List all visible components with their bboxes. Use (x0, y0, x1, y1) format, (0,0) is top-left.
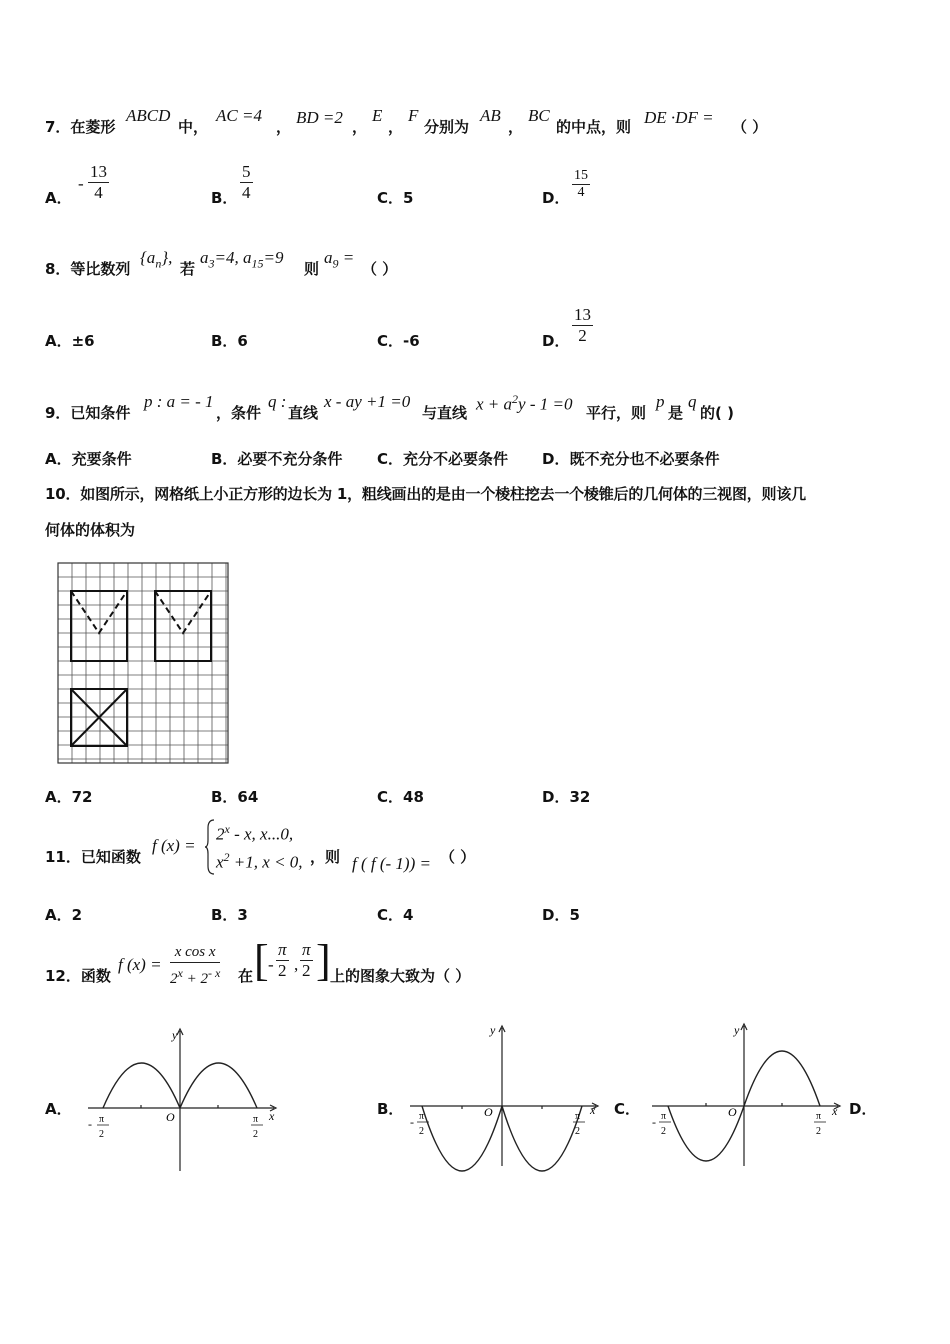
q12-right-bracket: ] (316, 936, 331, 985)
q12-graph-a (84, 1025, 280, 1175)
front-view-dashed-v (71, 591, 127, 633)
svg-text:x: x (832, 1104, 838, 1118)
q11-case-2: $x^2 +1$, x < 0, (216, 850, 303, 872)
pos-tick-pi: π (253, 1114, 259, 1125)
q7-ab: AB (480, 106, 501, 125)
svg-text:-: - (410, 1115, 414, 1129)
q9-de: 的( ) (700, 404, 734, 422)
svg-text:y: y (734, 1023, 740, 1037)
q12-graph-c (648, 1020, 844, 1170)
q11-paren: （ ） (440, 848, 476, 866)
q8-option-d-fraction: $\frac{13}{2}$ (574, 305, 591, 345)
q10-option-c: C．48 (377, 788, 424, 806)
q12-fx: f (x) = (118, 955, 162, 974)
q9-stem-start: 9．已知条件 (45, 404, 131, 422)
q7-option-a-sign: - (78, 174, 84, 193)
y-label: y (172, 1028, 178, 1042)
q8-ruo: 若 (180, 260, 196, 278)
q12-option-c-label: C． (614, 1100, 641, 1118)
side-view-dashed-v (155, 591, 211, 633)
q11-option-d: D．5 (542, 906, 580, 924)
q9-p-condition: p : a = - 1 (144, 392, 214, 411)
svg-text:-: - (652, 1115, 656, 1129)
q12-option-a-label: A． (45, 1100, 72, 1118)
q7-paren: （ ） (732, 118, 768, 136)
svg-text:π: π (575, 1111, 581, 1122)
q12-interval-right-fraction: $\frac{\pi}{2}$ (302, 940, 311, 980)
q8-a9: $a_9$ = (324, 248, 355, 271)
q8-paren: （ ） (362, 260, 398, 278)
q11-case-1: 2$^x$ - x, x...0, (216, 822, 294, 844)
q7-dedf: DE ·DF = (644, 108, 714, 127)
q9-q: q (688, 392, 697, 411)
q7-e: E (372, 106, 383, 125)
q10-option-d: D．32 (542, 788, 591, 806)
q8-condition: $a_3=4$, $a_{15}=9$ (200, 248, 284, 271)
q12-left-bracket: [ (254, 936, 269, 985)
q7-abcd: ABCD (126, 106, 171, 125)
q12-interval-minus: - (268, 955, 274, 974)
q7-option-b-label: B． (211, 189, 238, 207)
q9-q-condition: q : (268, 392, 287, 411)
q7-comma-4: ， (508, 118, 524, 136)
q11-fx: f (x) = (152, 836, 196, 855)
svg-text:O: O (728, 1105, 737, 1119)
q7-option-a-fraction: $\frac{13}{4}$ (90, 162, 107, 202)
q12-fraction: $\frac{\text{x cos x}}{2^x + 2^{- x}}$ (170, 944, 221, 987)
origin-label: O (166, 1110, 175, 1124)
q12-tail: 上的图象大致为（ ） (330, 967, 471, 985)
x-label: x (269, 1109, 275, 1123)
svg-text:2: 2 (816, 1126, 821, 1137)
svg-text:π: π (661, 1111, 667, 1122)
svg-text:π: π (816, 1111, 822, 1122)
q8-option-b: B．6 (211, 332, 248, 350)
q11-stem-start: 11．已知函数 (45, 848, 141, 866)
top-view-diagonals (71, 689, 127, 746)
q11-left-brace (204, 818, 216, 876)
q7-option-b-fraction: $\frac{5}{4}$ (242, 162, 251, 202)
q12-option-b-label: B． (377, 1100, 404, 1118)
q12-interval-comma: , (294, 955, 299, 974)
q10-option-a: A．72 (45, 788, 93, 806)
q7-comma-2: ， (352, 118, 368, 136)
q12-option-d-label: D． (849, 1100, 877, 1118)
q8-option-a: A．±6 (45, 332, 95, 350)
q9-with-line: 与直线 (422, 404, 468, 422)
q11-ze: ，则 (310, 848, 341, 866)
q7-option-d-label: D． (542, 189, 570, 207)
q10-option-b: B．64 (211, 788, 259, 806)
q8-option-d-label: D． (542, 332, 570, 350)
q9-parallel: 平行，则 (586, 404, 647, 422)
q7-comma-1: ， (276, 118, 292, 136)
q9-line2: $x + a^2y - 1 =0$ (476, 392, 573, 414)
q9-line1: x - ay +1 =0 (324, 392, 411, 411)
q7-midpoint: 的中点，则 (556, 118, 632, 136)
q9-option-d: D．既不充分也不必要条件 (542, 450, 720, 468)
svg-text:2: 2 (661, 1126, 666, 1137)
svg-text:x: x (590, 1103, 596, 1117)
q12-zai: 在 (238, 967, 254, 985)
front-view-rect (71, 591, 127, 661)
pos-tick-two: 2 (253, 1129, 258, 1140)
q12-graph-b (406, 1022, 602, 1172)
neg-tick-pi: π (99, 1114, 105, 1125)
q7-bd: BD =2 (296, 108, 343, 127)
q7-stem-start: 7．在菱形 (45, 118, 116, 136)
q9-mid1: ，条件 (216, 404, 262, 422)
neg-tick-minus: - (88, 1117, 92, 1131)
q8-option-c: C．-6 (377, 332, 420, 350)
q11-option-b: B．3 (211, 906, 248, 924)
q7-bc: BC (528, 106, 550, 125)
q7-comma-3: ， (388, 118, 404, 136)
svg-text:π: π (419, 1111, 425, 1122)
q9-option-a: A．充要条件 (45, 450, 132, 468)
q7-zhong: 中， (178, 118, 209, 136)
q7-f: F (408, 106, 419, 125)
q8-ze: 则 (304, 260, 320, 278)
q9-shi: 是 (668, 404, 684, 422)
q9-option-b: B．必要不充分条件 (211, 450, 343, 468)
q9-p: p (656, 392, 665, 411)
q11-expression: f ( f (- 1)) = (352, 854, 431, 873)
neg-tick-two: 2 (99, 1129, 104, 1140)
three-view-grid-figure (57, 562, 229, 764)
q11-option-c: C．4 (377, 906, 414, 924)
svg-text:2: 2 (419, 1126, 424, 1137)
q8-sequence: $\{a_n\}$, (140, 248, 173, 271)
side-view-rect (155, 591, 211, 661)
q12-stem-start: 12．函数 (45, 967, 111, 985)
q7-ac: AC =4 (216, 106, 262, 125)
q7-option-c: C．5 (377, 189, 414, 207)
q7-option-a-label: A． (45, 189, 72, 207)
svg-text:2: 2 (575, 1126, 580, 1137)
q8-stem-start: 8．等比数列 (45, 260, 131, 278)
q7-option-d-fraction: $\frac{15}{4}$ (574, 168, 588, 200)
q11-option-a: A．2 (45, 906, 83, 924)
q10-stem-line2: 何体的体积为 (45, 521, 136, 539)
q9-option-c: C．充分不必要条件 (377, 450, 509, 468)
q7-fenbiewei: 分别为 (424, 118, 470, 136)
q9-line-label: 直线 (288, 404, 319, 422)
svg-text:y: y (490, 1023, 496, 1037)
q12-interval-left-fraction: $\frac{\pi}{2}$ (278, 940, 287, 980)
svg-text:O: O (484, 1105, 493, 1119)
q10-stem-line1: 10．如图所示，网格纸上小正方形的边长为 1，粗线画出的是由一个棱柱挖去一个棱锥后的几何体的三视图，则该几 (45, 485, 806, 503)
